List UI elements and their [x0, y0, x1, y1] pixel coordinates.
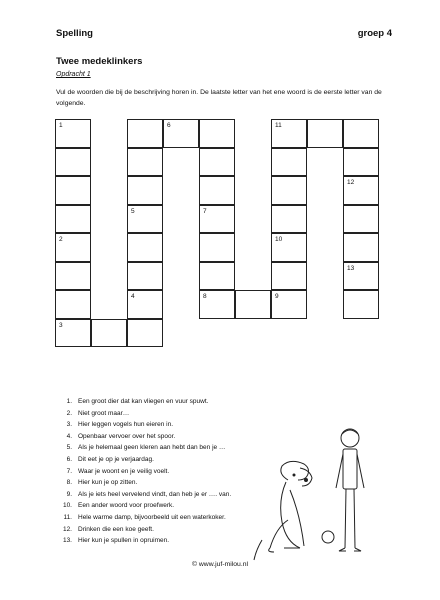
page-title: Twee medeklinkers [56, 56, 143, 67]
grid-cell-number: 4 [131, 293, 135, 300]
grid-cell[interactable] [199, 148, 235, 177]
boy-head [341, 429, 359, 447]
grid-cell[interactable] [55, 262, 91, 291]
grid-cell[interactable] [307, 119, 343, 148]
grid-cell[interactable] [163, 119, 199, 148]
clue-text: Als je iets heel vervelend vindt, dan heb je er …. van. [78, 490, 232, 498]
grid-cell[interactable] [343, 148, 379, 177]
grid-cell-number: 13 [347, 264, 355, 272]
grid-cell[interactable] [199, 176, 235, 205]
grid-cell-number: 1 [59, 122, 63, 129]
clue-item [56, 489, 231, 501]
grid-cell[interactable] [343, 119, 379, 148]
clue-item [56, 442, 231, 454]
clue-number: 6. [66, 455, 72, 463]
grid-cell[interactable] [343, 233, 379, 262]
grid-cell[interactable] [199, 233, 235, 262]
clue-number: 8. [66, 479, 72, 487]
grid-cell[interactable] [199, 205, 235, 234]
clue-item [56, 454, 231, 466]
grid-cell[interactable] [91, 319, 127, 348]
grid-cell[interactable] [55, 290, 91, 319]
grid-cell[interactable] [55, 319, 91, 348]
grid-cell-number: 2 [59, 236, 63, 243]
grid-cell[interactable] [127, 205, 163, 234]
grid-cell[interactable] [55, 233, 91, 262]
clue-text: Hier kun je op zitten. [78, 479, 138, 487]
clue-text: Hier kun je spullen in opruimen. [78, 537, 170, 545]
grid-cell[interactable] [271, 262, 307, 291]
clue-number: 3. [66, 421, 72, 429]
clue-text: Hele warme damp, bijvoorbeeld uit een waterkoker. [78, 513, 226, 521]
grid-cell[interactable] [271, 176, 307, 205]
grid-cell-number: 5 [131, 207, 135, 215]
clue-number: 1. [66, 398, 72, 405]
grid-cell-number: 6 [167, 122, 171, 129]
grid-cell[interactable] [199, 290, 235, 319]
grid-cell-number: 11 [275, 122, 282, 129]
clue-item [56, 396, 231, 408]
instructions: Vul de woorden die bij de beschrijving horen in. De laatste letter van het ene woord is de eerste letter van de volgende. [56, 89, 382, 107]
grid-cell[interactable] [343, 290, 379, 319]
clue-number: 13. [62, 537, 72, 545]
clue-item [56, 408, 231, 420]
clue-number: 9. [66, 490, 72, 498]
grid-cell[interactable] [235, 290, 271, 319]
clue-number: 10. [62, 502, 72, 510]
grid-cell[interactable] [343, 262, 379, 291]
grid-cell-number: 10 [275, 236, 283, 243]
grid-cell[interactable] [127, 319, 163, 348]
grid-cell[interactable] [199, 119, 235, 148]
clue-text: Niet groot maar… [78, 409, 130, 417]
clue-item [56, 524, 231, 536]
clue-item [56, 419, 231, 431]
clue-text: Als je helemaal geen kleren aan hebt dan ben je … [78, 444, 226, 452]
subject-label: Spelling [56, 28, 93, 39]
grade-label: groep 4 [357, 28, 392, 39]
clue-number: 7. [66, 467, 72, 475]
copyright-footer: © www.juf-milou.nl [192, 561, 248, 568]
clue-item [56, 466, 231, 478]
grid-cell-number: 9 [275, 293, 279, 300]
clue-text: Een ander woord voor proefwerk. [78, 502, 175, 510]
page-header [56, 28, 392, 39]
grid-cell[interactable] [55, 176, 91, 205]
grid-cell-number: 3 [59, 321, 63, 329]
clue-number: 11. [63, 513, 72, 521]
grid-cell[interactable] [199, 262, 235, 291]
grid-cell-number: 8 [203, 293, 207, 300]
dog [254, 461, 312, 560]
ball [322, 531, 334, 543]
clue-item [56, 500, 231, 512]
grid-cell[interactable] [343, 176, 379, 205]
grid-cell[interactable] [127, 176, 163, 205]
grid-cell[interactable] [127, 148, 163, 177]
clue-text: Openbaar vervoer over het spoor. [78, 432, 176, 440]
clue-text: Waar je woont en je veilig voelt. [78, 467, 170, 475]
clue-text: Dit eet je op je verjaardag. [78, 455, 154, 463]
clue-item [56, 431, 231, 443]
grid-cell[interactable] [271, 290, 307, 319]
clue-number: 5. [66, 444, 72, 452]
grid-cell[interactable] [343, 205, 379, 234]
grid-cell[interactable] [127, 233, 163, 262]
clue-number: 2. [66, 409, 72, 417]
grid-cell[interactable] [55, 205, 91, 234]
grid-cell[interactable] [271, 119, 307, 148]
grid-cell[interactable] [55, 148, 91, 177]
grid-cell[interactable] [127, 290, 163, 319]
clue-text: Drinken die een koe geeft. [78, 525, 154, 533]
grid-cell[interactable] [127, 262, 163, 291]
grid-cell[interactable] [271, 205, 307, 234]
clue-number: 4. [66, 432, 72, 440]
grid-cell[interactable] [127, 119, 163, 148]
clue-number: 12. [62, 525, 72, 533]
grid-cell[interactable] [271, 148, 307, 177]
grid-cell[interactable] [55, 119, 91, 148]
grid-cell-number: 7 [203, 207, 207, 215]
clue-item [56, 512, 231, 524]
clue-text: Hier leggen vogels hun eieren in. [78, 421, 174, 429]
grid-cell-number: 12 [347, 179, 355, 186]
clue-text: Een groot dier dat kan vliegen en vuur spuwt. [78, 398, 209, 405]
dog-boy-ball-illustration [250, 420, 380, 580]
clue-list [56, 396, 231, 547]
clue-item [56, 535, 231, 547]
grid-cell[interactable] [271, 233, 307, 262]
exercise-label: Opdracht 1 [56, 71, 91, 78]
clue-item [56, 477, 231, 489]
